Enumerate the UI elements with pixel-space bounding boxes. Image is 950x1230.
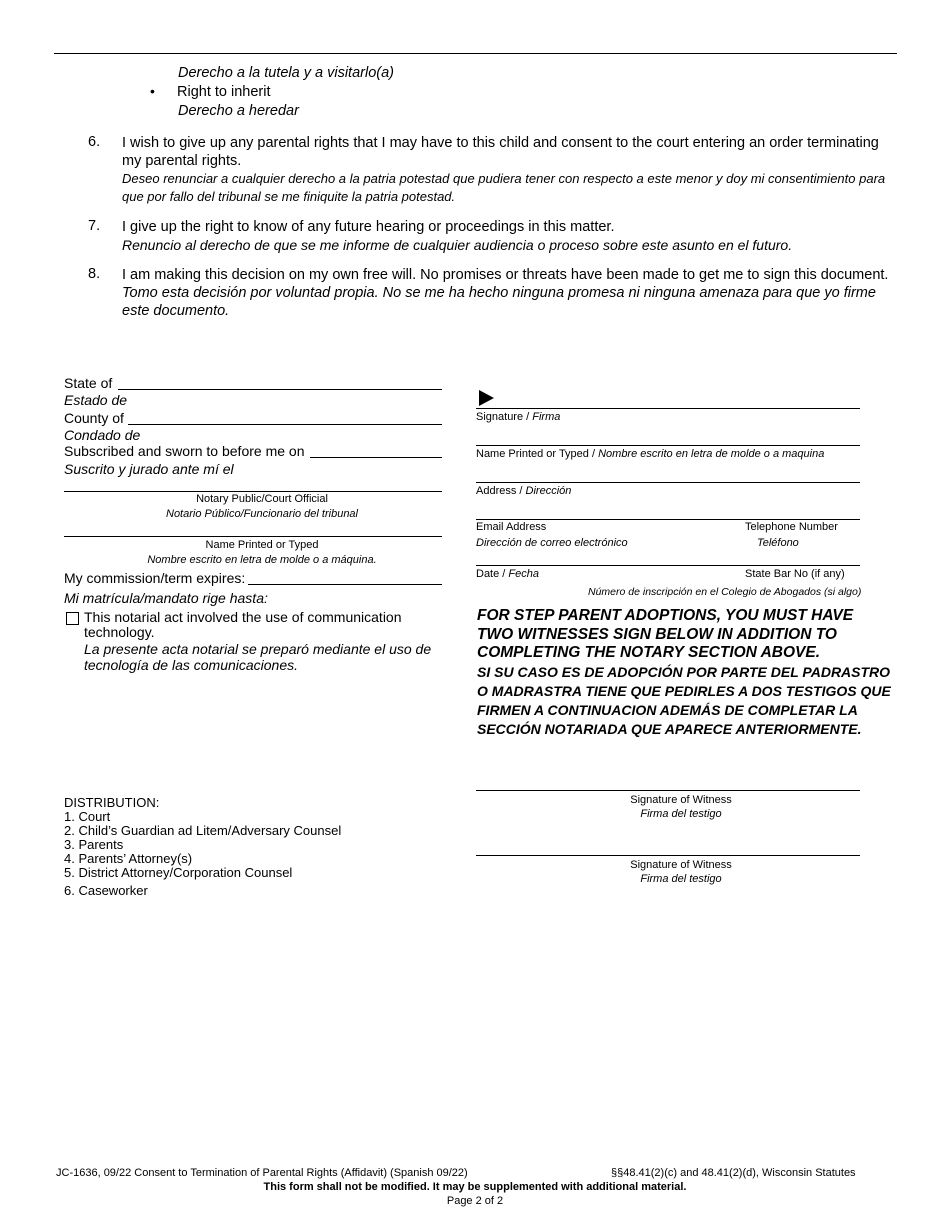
commission-label: My commission/term expires: bbox=[64, 570, 246, 586]
item-8-es: Tomo esta decisión por voluntad propia. No se me ha hecho ninguna promesa ni ninguna amenaza para que yo firme este documento. bbox=[122, 285, 876, 319]
state-label-es: Estado de bbox=[64, 392, 128, 408]
bullet: • bbox=[150, 83, 155, 99]
sworn-label: Subscribed and sworn to before me on bbox=[64, 443, 305, 459]
name-field[interactable] bbox=[476, 445, 860, 446]
distribution-item: 1. Court bbox=[64, 809, 111, 824]
inherit-en: Right to inherit bbox=[177, 84, 271, 100]
notary-official-label: Notary Public/Court Official bbox=[196, 493, 328, 505]
item-7-en: I give up the right to know of any future hearing or proceedings in this matter. bbox=[122, 219, 615, 235]
top-rule bbox=[54, 53, 897, 54]
name-label: Name Printed or Typed / Nombre escrito en letra de molde o a maquina bbox=[476, 448, 825, 460]
phone-label-es: Teléfono bbox=[757, 537, 799, 549]
item-8 bbox=[122, 266, 902, 320]
notary-name-label: Name Printed or Typed bbox=[205, 539, 319, 551]
sign-here-arrow-icon bbox=[479, 390, 494, 406]
item-7 bbox=[122, 218, 902, 254]
witness-1-label: Signature of Witness bbox=[630, 794, 732, 806]
item-6 bbox=[122, 134, 902, 206]
distribution-item: 6. Caseworker bbox=[64, 883, 148, 898]
step-parent-notice: FOR STEP PARENT ADOPTIONS, YOU MUST HAVE TWO WITNESSES SIGN BELOW IN ADDITION TO COMPLETING THE NOTARY SECTION ABOVE. bbox=[477, 607, 854, 661]
commission-label-es: Mi matrícula/mandato rige hasta: bbox=[64, 590, 268, 606]
item-8-number: 8. bbox=[88, 266, 101, 282]
signature-label: Signature / Firma bbox=[476, 411, 561, 423]
county-field[interactable] bbox=[128, 424, 442, 425]
item-6-number: 6. bbox=[88, 134, 101, 150]
distribution-item: 3. Parents bbox=[64, 837, 124, 852]
step-parent-notice-es: SI SU CASO ES DE ADOPCIÓN POR PARTE DEL PADRASTRO O MADRASTRA TIENE QUE PEDIRLES A DOS TESTIGOS QUE FIRMEN A CONTINUACION ADEMÁS DE COMPLETAR LA SECCIÓN NOTARIADA QUE APARECE ANTERIORMENTE. bbox=[477, 664, 891, 737]
address-field[interactable] bbox=[476, 482, 860, 483]
statutes: §§48.41(2)(c) and 48.41(2)(d), Wisconsin Statutes bbox=[611, 1167, 856, 1179]
witness-1-field[interactable] bbox=[476, 790, 860, 791]
page-number: Page 2 of 2 bbox=[446, 1195, 504, 1207]
state-label: State of bbox=[64, 375, 113, 391]
email-label: Email Address bbox=[476, 521, 547, 533]
sworn-label-es: Suscrito y jurado ante mí el bbox=[64, 461, 234, 477]
witness-2-label: Signature of Witness bbox=[630, 859, 732, 871]
item-7-es: Renuncio al derecho de que se me informe de cualquier audiencia o proceso sobre este asunto en el futuro. bbox=[122, 237, 793, 253]
witness-2-field[interactable] bbox=[476, 855, 860, 856]
witness-2-label-es: Firma del testigo bbox=[640, 873, 722, 885]
signature-field[interactable] bbox=[476, 408, 860, 409]
notary-name-field[interactable] bbox=[64, 536, 442, 537]
county-label-es: Condado de bbox=[64, 427, 141, 443]
item-6-es: Deseo renunciar a cualquier derecho a la patria potestad que pudiera tener con respecto a este menor y doy mi consentimiento para que por fallo del tribunal se me finiquite la patria potestad. bbox=[122, 171, 886, 204]
inherit-es: Derecho a heredar bbox=[178, 103, 299, 119]
item-8-en: I am making this decision on my own free will. No promises or threats have been made to get me to sign this document. bbox=[122, 267, 889, 283]
notary-name-label-es: Nombre escrito en letra de molde o a máquina. bbox=[147, 554, 377, 566]
communication-tech-checkbox[interactable] bbox=[66, 612, 79, 625]
sworn-date-field[interactable] bbox=[310, 457, 442, 458]
commission-field[interactable] bbox=[248, 584, 442, 585]
witness-1-label-es: Firma del testigo bbox=[640, 808, 722, 820]
distribution-heading: DISTRIBUTION: bbox=[64, 795, 160, 810]
form-id: JC-1636, 09/22 Consent to Termination of Parental Rights (Affidavit) (Spanish 09/22) bbox=[56, 1167, 468, 1179]
phone-label: Telephone Number bbox=[745, 521, 838, 533]
notary-official-label-es: Notario Público/Funcionario del tribunal bbox=[166, 508, 358, 520]
date-label: Date / Fecha bbox=[476, 568, 539, 580]
notary-signature-field[interactable] bbox=[64, 491, 442, 492]
distribution-item: 4. Parents’ Attorney(s) bbox=[64, 851, 193, 866]
date-bar-field[interactable] bbox=[476, 565, 860, 566]
tech-label: This notarial act involved the use of communication technology. bbox=[84, 609, 402, 640]
email-phone-field[interactable] bbox=[476, 519, 860, 520]
bar-label-es: Número de inscripción en el Colegio de Abogados (si algo) bbox=[588, 586, 862, 598]
footer-notice: This form shall not be modified. It may be supplemented with additional material. bbox=[263, 1181, 687, 1193]
state-field[interactable] bbox=[118, 389, 442, 390]
email-label-es: Dirección de correo electrónico bbox=[476, 537, 628, 549]
tech-label-es: La presente acta notarial se preparó mediante el uso de tecnología de las comunicaciones. bbox=[84, 641, 432, 673]
custody-es: Derecho a la tutela y a visitarlo(a) bbox=[178, 65, 394, 81]
county-label: County of bbox=[64, 410, 124, 426]
distribution-item: 2. Child’s Guardian ad Litem/Adversary Counsel bbox=[64, 823, 342, 838]
item-6-en: I wish to give up any parental rights that I may have to this child and consent to the court entering an order terminating my parental rights. bbox=[122, 135, 879, 169]
item-7-number: 7. bbox=[88, 218, 101, 234]
address-label: Address / Dirección bbox=[476, 485, 572, 497]
distribution-item: 5. District Attorney/Corporation Counsel bbox=[64, 865, 293, 880]
bar-label: State Bar No (if any) bbox=[745, 568, 845, 580]
